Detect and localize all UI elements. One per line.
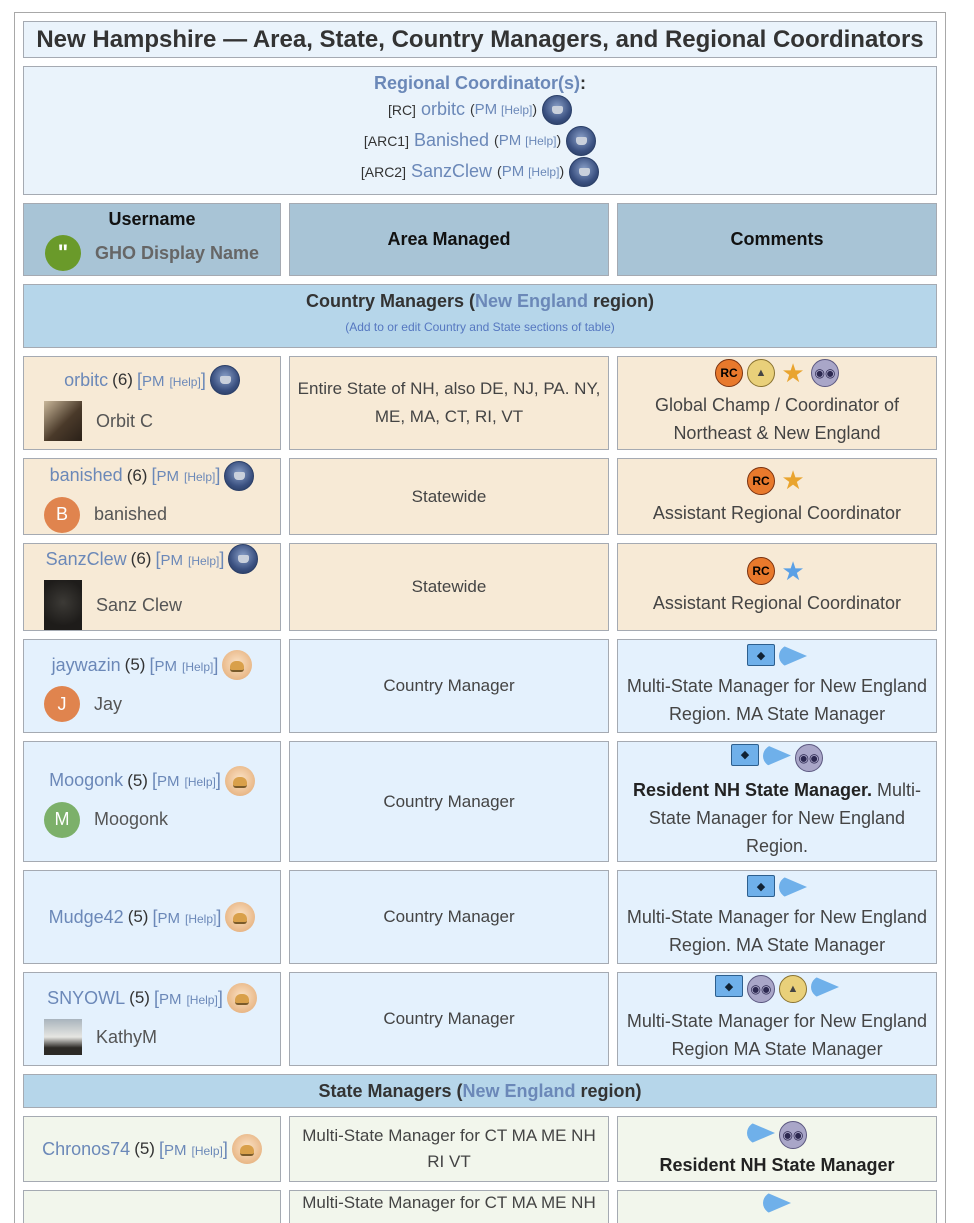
- header-username: Username " GHO Display Name: [23, 203, 281, 276]
- user-link[interactable]: orbitc: [64, 369, 109, 390]
- user-link[interactable]: Mudge42: [48, 906, 124, 927]
- rc-heading-link[interactable]: Regional Coordinator(s): [374, 73, 580, 93]
- pennant-badge-icon: [779, 644, 807, 668]
- area-cell: Statewide: [289, 458, 609, 535]
- area-cell: Multi-State Manager for CT MA ME NH: [289, 1190, 609, 1223]
- quote-icon: ": [45, 235, 81, 271]
- help-link[interactable]: [Help]: [185, 911, 217, 926]
- pm-link[interactable]: PM: [156, 468, 179, 485]
- avatar: B: [44, 497, 80, 533]
- star-badge-icon: ★: [781, 357, 805, 388]
- pm-link[interactable]: PM: [498, 132, 522, 149]
- area-cell: Country Manager: [289, 639, 609, 733]
- rc-badge-icon: RC: [747, 557, 775, 585]
- comment-cell: ◆ Multi-State Manager for New England Region. MA State Manager: [617, 639, 937, 733]
- table-row: Mudge42 (5) [PM [Help]]: [23, 870, 281, 964]
- avatar: [44, 580, 82, 630]
- header-comments: Comments: [617, 203, 937, 276]
- user-link[interactable]: Chronos74: [42, 1138, 131, 1159]
- help-link[interactable]: [Help]: [186, 992, 218, 1007]
- area-cell: Country Manager: [289, 870, 609, 964]
- ship-avatar-icon: [566, 126, 596, 156]
- pm-link[interactable]: PM: [141, 372, 165, 390]
- rc-user-link[interactable]: SanzClew: [410, 161, 493, 181]
- ship-avatar-icon: [569, 157, 599, 187]
- dino-avatar-icon: [225, 902, 255, 932]
- pennant-badge-icon: [747, 1121, 775, 1145]
- header-area: Area Managed: [289, 203, 609, 276]
- comment-cell: RC ★ Assistant Regional Coordinator: [617, 458, 937, 535]
- flag-badge-icon: ◆: [715, 975, 743, 997]
- user-link[interactable]: SanzClew: [45, 548, 127, 569]
- avatar: M: [44, 802, 80, 838]
- table-row: orbitc (6) [PM [Help]] Orbit C: [23, 356, 281, 450]
- page-frame: [14, 12, 946, 1223]
- area-cell: Country Manager: [289, 972, 609, 1066]
- comment-cell: ◉◉ Resident NH State Manager: [617, 1116, 937, 1182]
- state-managers-section: State Managers (New England region): [23, 1074, 937, 1108]
- owl-badge-icon: ◉◉: [779, 1121, 807, 1149]
- table-row: SanzClew (6) [PM [Help]] Sanz Clew: [23, 543, 281, 631]
- star-badge-icon: ★: [781, 555, 805, 586]
- help-link[interactable]: [Help]: [501, 103, 533, 117]
- area-cell: Entire State of NH, also DE, NJ, PA. NY, ME, MA, CT, RI, VT: [289, 356, 609, 450]
- avatar: J: [44, 686, 80, 722]
- region-link[interactable]: New England: [462, 1081, 576, 1101]
- dino-avatar-icon: [222, 650, 252, 680]
- dino-avatar-icon: [225, 766, 255, 796]
- pennant-badge-icon: [763, 744, 791, 768]
- comment-cell: ◆ ◉◉ Resident NH State Manager. Multi-State Manager for New England Region.: [617, 741, 937, 862]
- header-display-name: GHO Display Name: [94, 242, 260, 263]
- table-row: Moogonk (5) [PM [Help]] M Moogonk: [23, 741, 281, 862]
- area-cell: Multi-State Manager for CT MA ME NH RI VT: [289, 1116, 609, 1182]
- user-link[interactable]: SNYOWL: [47, 987, 126, 1008]
- flag-badge-icon: ◆: [731, 744, 759, 766]
- help-link[interactable]: [Help]: [187, 553, 220, 568]
- help-link[interactable]: [Help]: [191, 1143, 223, 1158]
- rc-badge-icon: RC: [715, 359, 743, 387]
- avatar: [44, 401, 82, 441]
- help-link[interactable]: [Help]: [169, 374, 201, 389]
- flag-badge-icon: ◆: [747, 644, 775, 666]
- ship-avatar-icon: [210, 365, 240, 395]
- help-link[interactable]: [Help]: [184, 775, 216, 789]
- rc-line: [RC] orbitc (PM [Help]): [24, 94, 936, 125]
- regional-coordinators-panel: [23, 66, 937, 195]
- ship-avatar-icon: [542, 95, 572, 125]
- dino-avatar-icon: [232, 1134, 262, 1164]
- owl-badge-icon: ◉◉: [795, 744, 823, 772]
- user-link[interactable]: banished: [49, 465, 123, 485]
- area-cell: Statewide: [289, 543, 609, 631]
- owl-badge-icon: ◉◉: [811, 359, 839, 387]
- rc-line: [ARC1] Banished (PM [Help]): [24, 125, 936, 156]
- help-link[interactable]: [Help]: [528, 165, 560, 179]
- pennant-badge-icon: [779, 875, 807, 899]
- pennant-badge-icon: [811, 975, 839, 999]
- help-link[interactable]: [Help]: [184, 470, 216, 484]
- pm-link[interactable]: PM: [157, 909, 180, 927]
- comment-cell: ◆ ◉◉ ▲ Multi-State Manager for New England Region MA State Manager: [617, 972, 937, 1066]
- avatar: [44, 1019, 82, 1055]
- pennant-badge-icon: [763, 1191, 791, 1215]
- pm-link[interactable]: PM: [154, 657, 177, 675]
- help-link[interactable]: [Help]: [181, 659, 214, 674]
- user-link[interactable]: jaywazin: [51, 654, 121, 675]
- comment-cell: [617, 1190, 937, 1223]
- rc-badge-icon: RC: [747, 467, 775, 495]
- page-title: New Hampshire — Area, State, Country Managers, and Regional Coordinators: [23, 21, 937, 58]
- user-link[interactable]: Moogonk: [49, 770, 124, 790]
- flag-badge-icon: ◆: [747, 875, 775, 897]
- owl-badge-icon: ◉◉: [747, 975, 775, 1003]
- pm-link[interactable]: PM: [501, 163, 525, 180]
- table-row: jaywazin (5) [PM [Help]] J Jay: [23, 639, 281, 733]
- comment-cell: ◆ Multi-State Manager for New England Region. MA State Manager: [617, 870, 937, 964]
- ship-avatar-icon: [228, 544, 258, 574]
- region-link[interactable]: New England: [475, 291, 589, 311]
- comment-cell: RC ▲ ★ ◉◉ Global Champ / Coordinator of Northeast & New England: [617, 356, 937, 450]
- pm-link[interactable]: PM: [158, 990, 182, 1008]
- edit-table-link[interactable]: (Add to or edit Country and State sections of table): [345, 320, 615, 334]
- table-row: SNYOWL (5) [PM [Help]] KathyM: [23, 972, 281, 1066]
- rc-user-link[interactable]: orbitc: [420, 99, 465, 119]
- star-badge-icon: ★: [781, 465, 805, 495]
- table-row: [23, 1190, 281, 1223]
- helmet-badge-icon: ▲: [747, 359, 775, 387]
- dino-avatar-icon: [227, 983, 257, 1013]
- pm-link[interactable]: PM: [474, 101, 498, 118]
- help-link[interactable]: [Help]: [525, 134, 557, 148]
- pm-link[interactable]: PM: [156, 773, 180, 790]
- pm-link[interactable]: PM: [163, 1141, 187, 1159]
- comment-cell: RC ★ Assistant Regional Coordinator: [617, 543, 937, 631]
- table-row: banished (6) [PM [Help]] B banished: [23, 458, 281, 535]
- country-managers-section: Country Managers (New England region) (Add to or edit Country and State sections of table): [23, 284, 937, 348]
- rc-line: [ARC2] SanzClew (PM [Help]): [24, 156, 936, 187]
- pm-link[interactable]: PM: [160, 551, 183, 569]
- table-row: Chronos74 (5) [PM [Help]]: [23, 1116, 281, 1182]
- rc-user-link[interactable]: Banished: [413, 130, 490, 150]
- helmet-badge-icon: ▲: [779, 975, 807, 1003]
- ship-avatar-icon: [224, 461, 254, 491]
- rc-heading: Regional Coordinator(s):: [374, 73, 586, 93]
- area-cell: Country Manager: [289, 741, 609, 862]
